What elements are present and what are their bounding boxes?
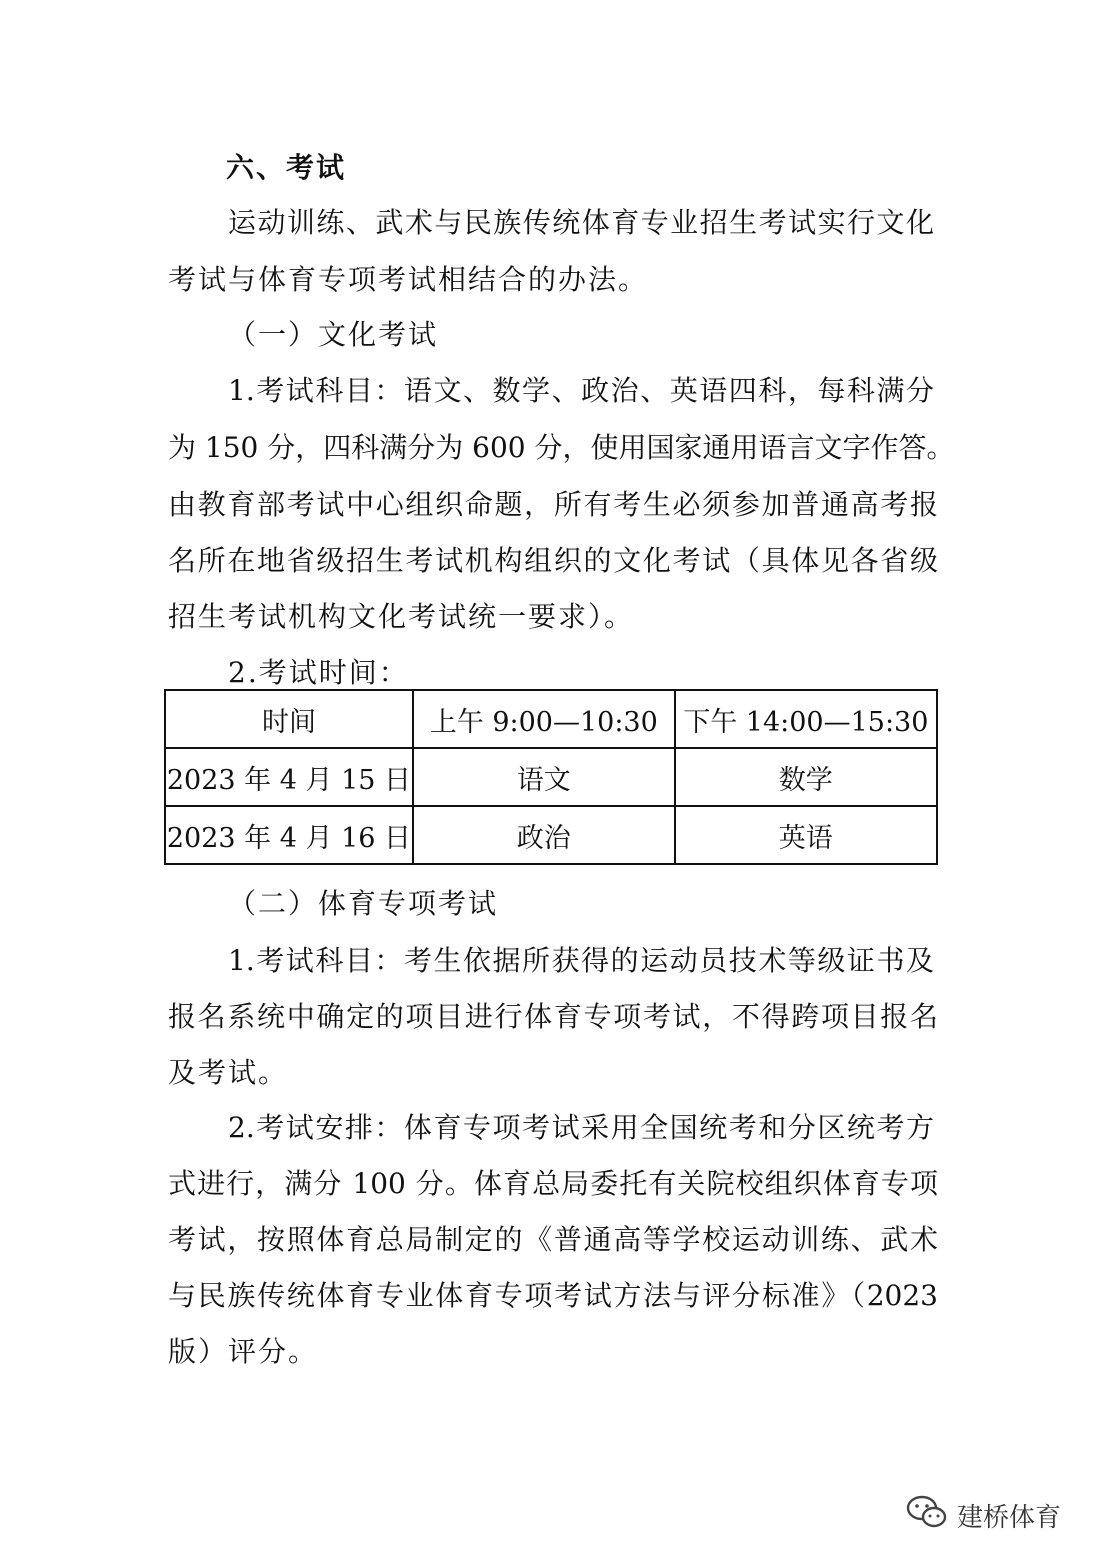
culture-subjects-line-5: 招生考试机构文化考试统一要求）。 [168, 600, 635, 633]
arrangement-line-2: 式进行，满分 100 分。体育总局委托有关院校组织体育专项 [168, 1167, 938, 1200]
table-cell-afternoon: 英语 [675, 806, 937, 864]
subsection-title-culture: （一）文化考试 [228, 318, 439, 351]
culture-subjects-line-4: 名所在地省级招生考试机构组织的文化考试（具体见各省级 [168, 544, 938, 577]
table-cell-afternoon: 数学 [675, 748, 937, 806]
section-heading: 六、考试 [226, 151, 347, 184]
arrangement-line-5: 版）评分。 [168, 1335, 319, 1368]
culture-subjects-line-3: 由教育部考试中心组织命题，所有考生必须参加普通高考报 [168, 488, 938, 521]
intro-line-1: 运动训练、武术与民族传统体育专业招生考试实行文化 [228, 206, 934, 239]
table-cell-date: 2023 年 4 月 15 日 [165, 748, 413, 806]
table-header-cell: 时间 [165, 690, 413, 748]
table-header-row [165, 690, 937, 748]
subsection-title-sports: （二）体育专项考试 [228, 887, 499, 920]
table-row [165, 748, 937, 806]
account-watermark [905, 1495, 1061, 1535]
sports-subjects-line-1: 1.考试科目：考生依据所获得的运动员技术等级证书及 [228, 944, 934, 977]
watermark-text: 建桥体育 [957, 1502, 1062, 1533]
table-cell-morning: 语文 [413, 748, 675, 806]
exam-time-label: 2.考试时间： [228, 656, 409, 689]
arrangement-line-3: 考试，按照体育总局制定的《普通高等学校运动训练、武术 [168, 1223, 938, 1256]
table-cell-morning: 政治 [413, 806, 675, 864]
intro-line-2: 考试与体育专项考试相结合的办法。 [168, 263, 649, 296]
exam-schedule-table [164, 689, 938, 865]
table-cell-date: 2023 年 4 月 16 日 [165, 806, 413, 864]
sports-subjects-line-2: 报名系统中确定的项目进行体育专项考试，不得跨项目报名 [168, 1000, 938, 1033]
arrangement-line-4: 与民族传统体育专业体育专项考试方法与评分标准》（2023 [168, 1279, 938, 1312]
table-header-cell: 上午 9:00—10:30 [413, 690, 675, 748]
arrangement-line-1: 2.考试安排：体育专项考试采用全国统考和分区统考方 [228, 1111, 934, 1144]
culture-subjects-line-2: 为 150 分，四科满分为 600 分，使用国家通用语言文字作答。 [168, 431, 955, 464]
culture-subjects-line-1: 1.考试科目：语文、数学、政治、英语四科，每科满分 [228, 374, 934, 407]
wechat-icon [905, 1494, 949, 1537]
table-header-cell: 下午 14:00—15:30 [675, 690, 937, 748]
sports-subjects-line-3: 及考试。 [168, 1056, 289, 1089]
table-row [165, 806, 937, 864]
